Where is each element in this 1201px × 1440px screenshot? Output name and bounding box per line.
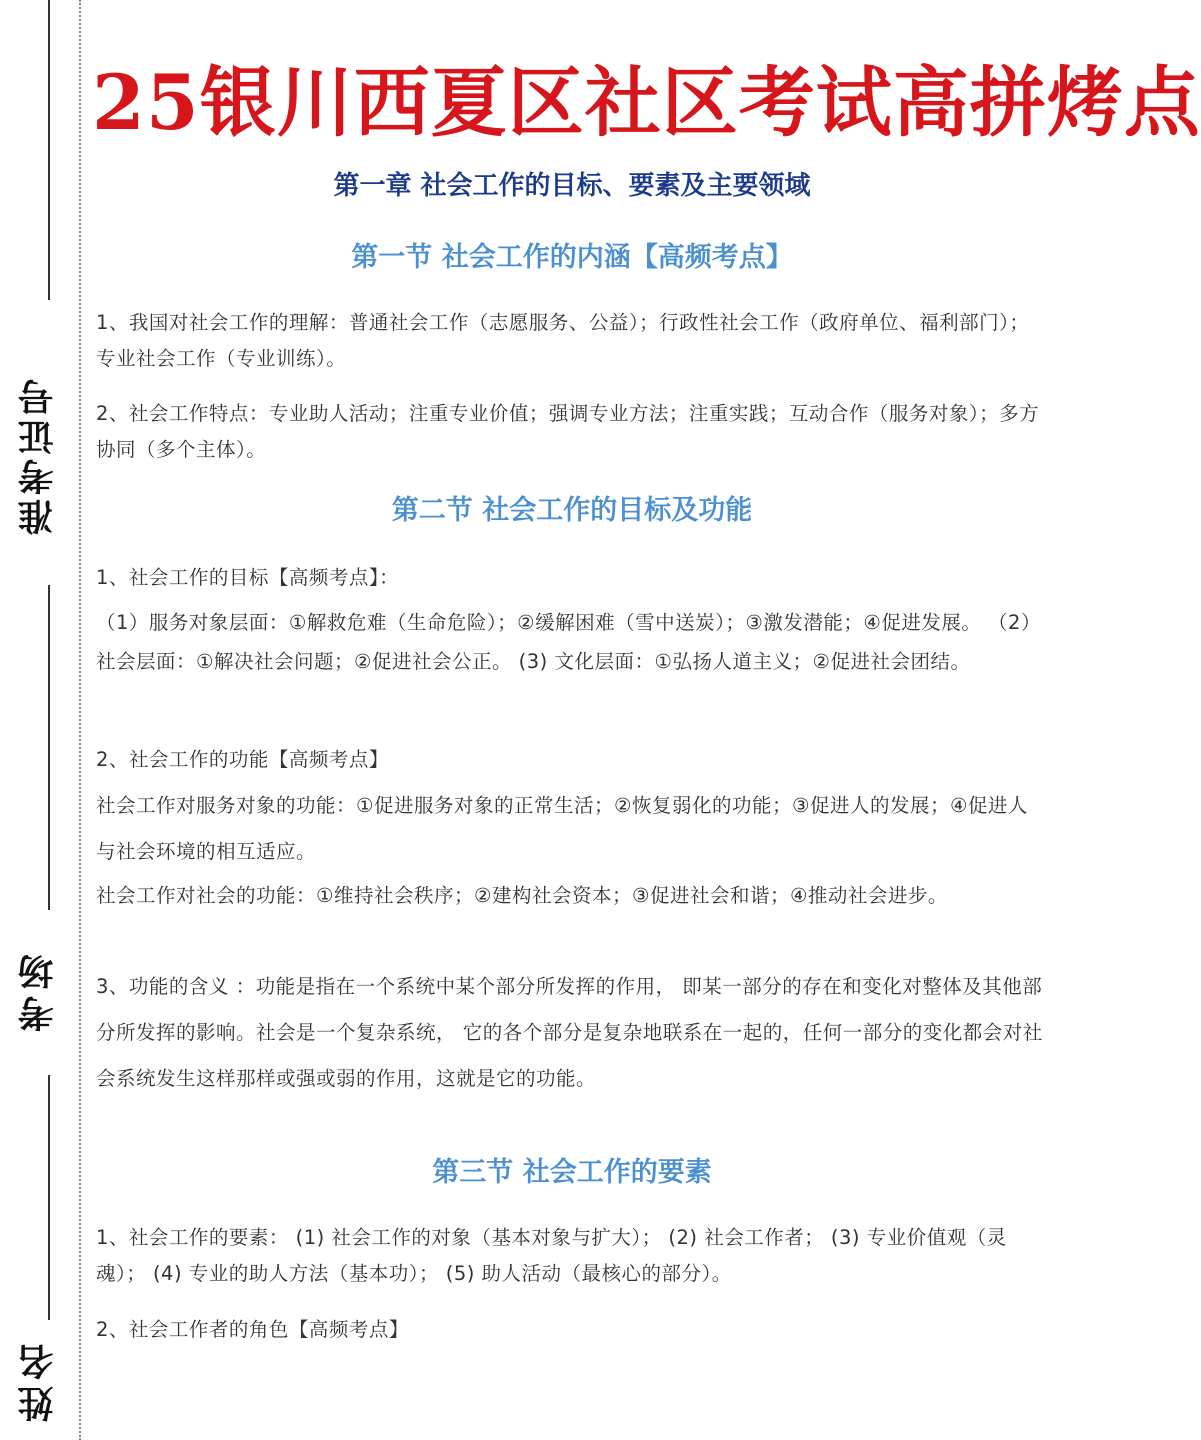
chapter-title: 第一章 社会工作的目标、要素及主要领域 [333, 171, 811, 201]
paragraph: 2、社会工作的功能【高频考点】 [96, 748, 389, 771]
section-heading: 第二节 社会工作的目标及功能 [391, 495, 753, 526]
fill-line [48, 0, 50, 300]
exam-id-label: 准考证号 [17, 375, 59, 535]
fill-line [48, 1075, 50, 1320]
cut-line [79, 0, 81, 1440]
section-heading: 第一节 社会工作的内涵【高频考点】 [351, 242, 793, 273]
fill-line [48, 585, 50, 910]
paragraph: 2、社会工作特点：专业助人活动；注重专业价值；强调专业方法；注重实践；互动合作（服务对象）；多方协同（多个主体）。 [96, 402, 1040, 461]
paragraph: 1、社会工作的目标【高频考点】： [96, 566, 400, 589]
page-title: 25银川西夏区社区考试高拼烤点 [92, 58, 1201, 147]
paragraph: 1、我国对社会工作的理解：普通社会工作（志愿服务、公益）；行政性社会工作（政府单位、福利部门）；专业社会工作（专业训练）。 [96, 311, 1030, 370]
paragraph: 社会工作对服务对象的功能：①促进服务对象的正常生活；②恢复弱化的功能；③促进人的发展；④促进人与社会环境的相互适应。 [96, 794, 1028, 863]
section-heading: 第三节 社会工作的要素 [432, 1157, 712, 1188]
paragraph: 2、社会工作者的角色【高频考点】 [96, 1318, 409, 1341]
paragraph: （1）服务对象层面：①解救危难（生命危险）；②缓解困难（雪中送炭）；③激发潜能；④促进发展。 （2）社会层面：①解决社会问题；②促进社会公正。 (3) 文化层面：①弘扬人道主义；②促进社会团结。 [96, 611, 1041, 673]
name-label: 姓名 [17, 1338, 59, 1422]
document-body [92, 0, 1201, 1440]
paragraph: 1、社会工作的要素： (1) 社会工作的对象（基本对象与扩大）； (2) 社会工作者； (3) 专业价值观（灵魂）； (4) 专业的助人方法（基本功）； (5) 助人活动（最核心的部分）。 [96, 1226, 1007, 1285]
binding-margin [0, 0, 82, 1440]
exam-room-label: 考场 [17, 948, 59, 1032]
paragraph: 3、功能的含义 ：功能是指在一个系统中某个部分所发挥的作用， 即某一部分的存在和变化对整体及其他部分所发挥的影响。社会是一个复杂系统， 它的各个部分是复杂地联系在一起的，任何一部分的变化都会对社会系统发生这样那样或强或弱的作用，这就是它的功能。 [96, 975, 1043, 1090]
paragraph: 社会工作对社会的功能：①维持社会秩序；②建构社会资本；③促进社会和谐；④推动社会进步。 [96, 884, 948, 907]
